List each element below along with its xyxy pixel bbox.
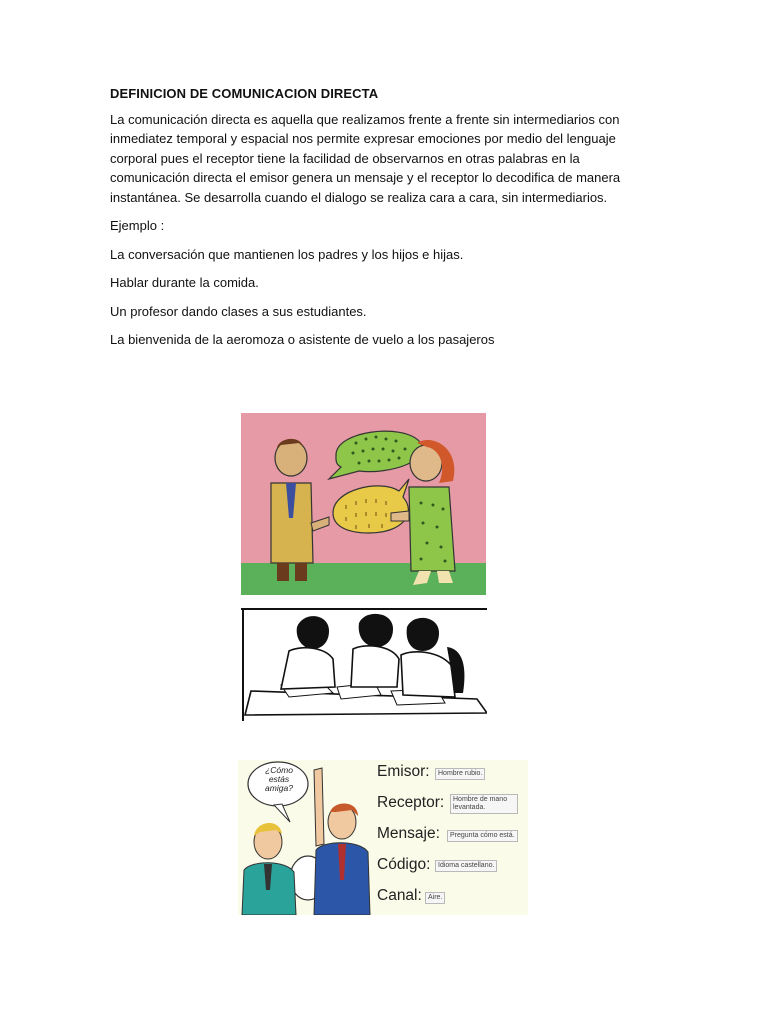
codigo-label: Código:	[377, 856, 431, 873]
receptor-value: Hombre de mano levantada.	[450, 794, 518, 814]
conversation-illustration	[241, 413, 486, 595]
canal-label: Canal:	[377, 887, 422, 904]
text-block	[110, 86, 650, 359]
receptor-label: Receptor:	[377, 794, 445, 811]
communication-elements-diagram	[238, 760, 528, 915]
codigo-value: Idioma castellano.	[435, 860, 497, 872]
canal-value: Aire.	[425, 892, 445, 904]
example-item: La conversación que mantienen los padres y los hijos e hijas.	[110, 246, 464, 262]
example-item: Hablar durante la comida.	[110, 275, 259, 291]
speech-bubble-text: ¿Cómo estás amiga?	[265, 765, 293, 793]
meeting-illustration	[241, 607, 487, 723]
example-label: Ejemplo :	[110, 218, 165, 234]
example-item: La bienvenida de la aeromoza o asistente de vuelo a los pasajeros	[110, 332, 495, 348]
page-title: DEFINICION DE COMUNICACION DIRECTA	[110, 86, 379, 101]
example-item: Un profesor dando clases a sus estudiantes.	[110, 303, 367, 319]
conversation-drawing	[241, 413, 486, 595]
definition-paragraph: La comunicación directa es aquella que realizamos frente a frente sin intermediarios con inmediatez temporal y espacial nos permite expresar emociones por medio del lenguaje corporal pues el receptor tiene la facilidad de observarnos en otras palabras en la comunicación directa el emisor genera un mensaje y el receptor lo decodifica de manera instantánea. Se desarrolla cuando el dialogo se realiza cara a cara, sin intermediarios.	[110, 112, 621, 205]
comic-figures-drawing	[238, 760, 374, 915]
meeting-drawing	[241, 607, 487, 723]
mensaje-label: Mensaje:	[377, 825, 440, 842]
emisor-value: Hombre rubio.	[435, 768, 485, 780]
emisor-label: Emisor:	[377, 763, 430, 780]
mensaje-value: Pregunta cómo está.	[447, 830, 518, 842]
